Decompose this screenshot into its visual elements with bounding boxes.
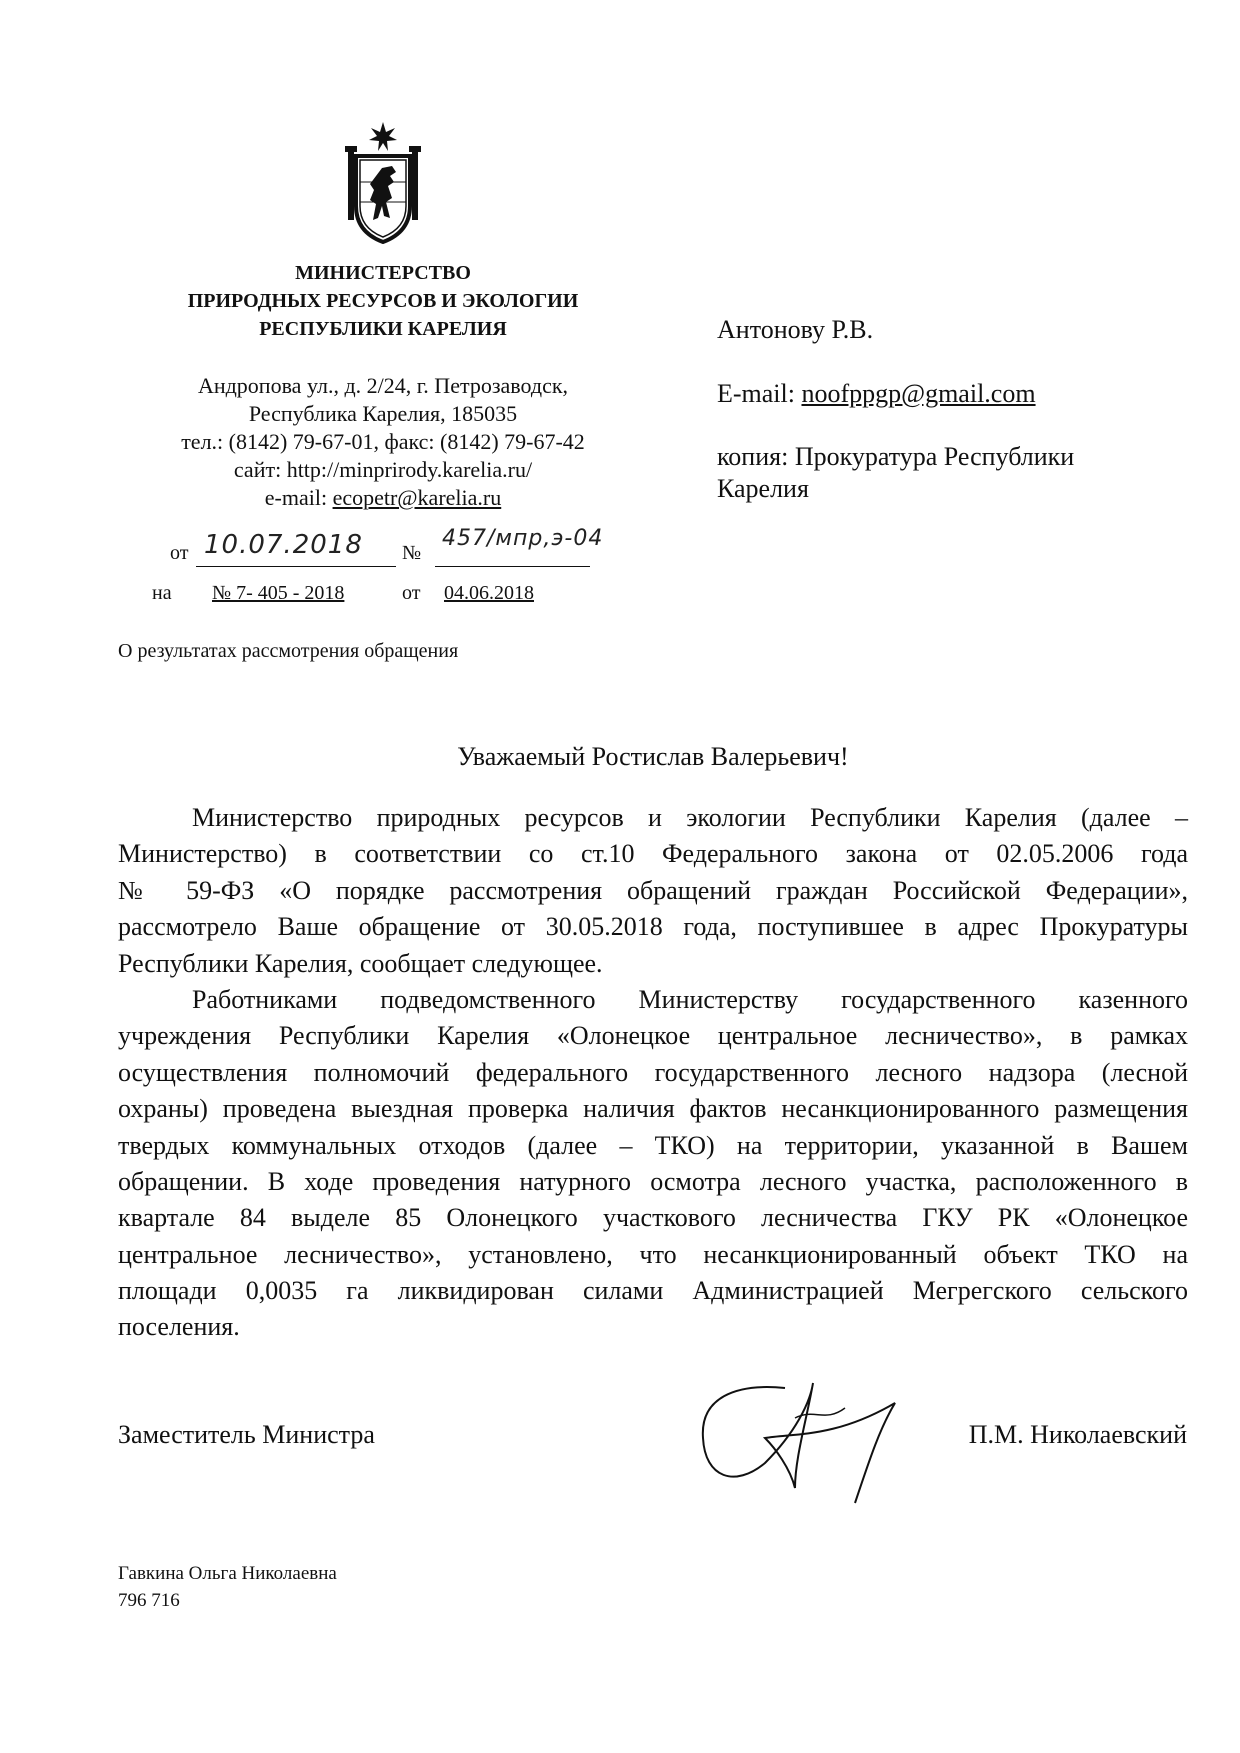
reply-date: 04.06.2018	[444, 582, 534, 604]
signatory-position: Заместитель Министра	[118, 1420, 375, 1449]
copy-line: копия: Прокуратура Республики	[717, 442, 1075, 471]
body-line: квартале 84 выделе 85 Олонецкого участкового лесничества ГКУ РК «Олонецкое	[118, 1203, 1188, 1233]
reply-number: № 7- 405 - 2018	[212, 582, 345, 604]
body-line: Министерство) в соответствии со ст.10 Федерального закона от 02.05.2006 года	[118, 839, 1188, 869]
reply-from-label: от	[402, 582, 421, 604]
body-line: площади 0,0035 га ликвидирован силами Администрацией Мегрегского сельского	[118, 1276, 1188, 1306]
handwritten-date: 10.07.2018	[204, 530, 363, 560]
org-name-line: МИНИСТЕРСТВО	[295, 262, 471, 284]
executor-phone: 796 716	[118, 1590, 180, 1611]
org-name-line: РЕСПУБЛИКИ КАРЕЛИЯ	[259, 318, 507, 340]
from-label: от	[170, 542, 189, 564]
org-name-line: ПРИРОДНЫХ РЕСУРСОВ И ЭКОЛОГИИ	[187, 290, 579, 312]
executor-name: Гавкина Ольга Николаевна	[118, 1563, 337, 1584]
body-line: Работниками подведомственного Министерству государственного казенного	[192, 984, 1188, 1014]
recipient-name: Антонову Р.В.	[717, 315, 874, 344]
executor	[118, 1560, 337, 1614]
number-underline	[435, 566, 590, 567]
address-line: Республика Карелия, 185035	[248, 401, 518, 426]
body-line: Республики Карелия, сообщает следующее.	[118, 948, 603, 978]
body-line: № 59-ФЗ «О порядке рассмотрения обращений граждан Российской Федерации»,	[118, 875, 1188, 905]
recipient-email-link[interactable]: noofppgp@gmail.com	[801, 379, 1036, 408]
date-underline	[196, 566, 396, 567]
handwritten-signature-icon	[695, 1378, 945, 1528]
address-line: сайт: http://minprirody.karelia.ru/	[233, 457, 533, 482]
outgoing-reference	[170, 526, 690, 570]
org-email-line	[143, 484, 623, 512]
body-line: рассмотрело Ваше обращение от 30.05.2018 года, поступившее в адрес Прокуратуры	[118, 912, 1188, 942]
body-line: твердых коммунальных отходов (далее – ТКО) на территории, указанной в Вашем	[118, 1130, 1188, 1160]
body-line: поселения.	[118, 1312, 240, 1342]
handwritten-number: 457/мпр,э-04	[442, 526, 604, 551]
recipient-email-line	[717, 378, 1036, 410]
body-line: Министерство природных ресурсов и экологии Республики Карелия (далее –	[192, 803, 1188, 832]
karelia-emblem-icon	[340, 120, 426, 244]
letter-body	[118, 800, 1188, 1346]
org-email-label: e-mail:	[264, 485, 328, 510]
recipient-email-label: E-mail:	[717, 379, 795, 408]
body-line: центральное лесничество», установлено, что несанкционированный объект ТКО на	[118, 1239, 1188, 1269]
org-email-link[interactable]: ecopetr@karelia.ru	[332, 485, 502, 510]
address-line: тел.: (8142) 79-67-01, факс: (8142) 79-67-42	[181, 429, 585, 454]
body-line: осуществления полномочий федерального государственного лесного надзора (лесной	[118, 1057, 1188, 1087]
body-line: охраны) проведена выездная проверка наличия фактов несанкционированного размещения	[118, 1094, 1188, 1124]
org-address	[143, 372, 623, 512]
copy-line: Карелия	[717, 474, 809, 503]
salutation: Уважаемый Ростислав Валерьевич!	[457, 742, 849, 771]
body-line: обращении. В ходе проведения натурного осмотра лесного участка, расположенного в	[118, 1166, 1188, 1196]
body-line: учреждения Республики Карелия «Олонецкое центральное лесничество», в рамках	[118, 1021, 1188, 1051]
number-label: №	[402, 542, 422, 564]
subject: О результатах рассмотрения обращения	[118, 640, 459, 662]
address-line: Андропова ул., д. 2/24, г. Петрозаводск,	[197, 373, 569, 398]
org-name	[143, 259, 623, 343]
reply-label: на	[152, 582, 172, 604]
copy-recipient	[717, 441, 1074, 505]
signatory-name: П.М. Николаевский	[968, 1420, 1187, 1449]
